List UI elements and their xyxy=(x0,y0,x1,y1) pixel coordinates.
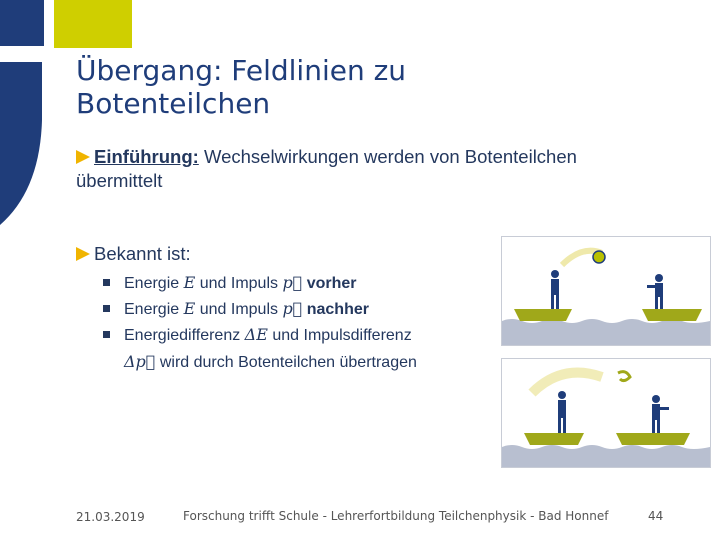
intro-lead: Einführung: xyxy=(94,146,199,167)
known-item: Energiedifferenz ΔE und Impulsdifferenz xyxy=(103,324,412,347)
page-number: 44 xyxy=(648,509,664,523)
footer-text: Forschung trifft Schule - Lehrerfortbildung Teilchenphysik - Bad Honnef xyxy=(183,509,609,523)
boats-recoil-icon xyxy=(502,359,710,467)
intro-text: Wechselwirkungen werden von Botenteilchen übermittelt xyxy=(76,146,577,191)
arrow-bullet-icon xyxy=(76,247,90,261)
square-bullet-icon xyxy=(103,305,110,312)
boat-illustration-before xyxy=(501,236,711,346)
known-heading: Bekannt ist: xyxy=(94,243,191,264)
intro-bullet xyxy=(76,145,636,193)
boat-illustration-after xyxy=(501,358,711,468)
footer-date: 21.03.2019 xyxy=(76,510,145,524)
arrow-bullet-icon xyxy=(76,150,90,164)
square-bullet-icon xyxy=(103,331,110,338)
slide-title: Übergang: Feldlinien zu Botenteilchen xyxy=(76,54,407,120)
known-continuation: Δp⃗ wird durch Botenteilchen übertragen xyxy=(124,352,417,371)
known-bullet xyxy=(76,242,191,266)
known-item: Energie E und Impuls p⃗ nachher xyxy=(103,298,369,321)
square-bullet-icon xyxy=(103,279,110,286)
known-item: Energie E und Impuls p⃗ vorher xyxy=(103,272,357,295)
boats-ball-icon xyxy=(502,237,710,345)
